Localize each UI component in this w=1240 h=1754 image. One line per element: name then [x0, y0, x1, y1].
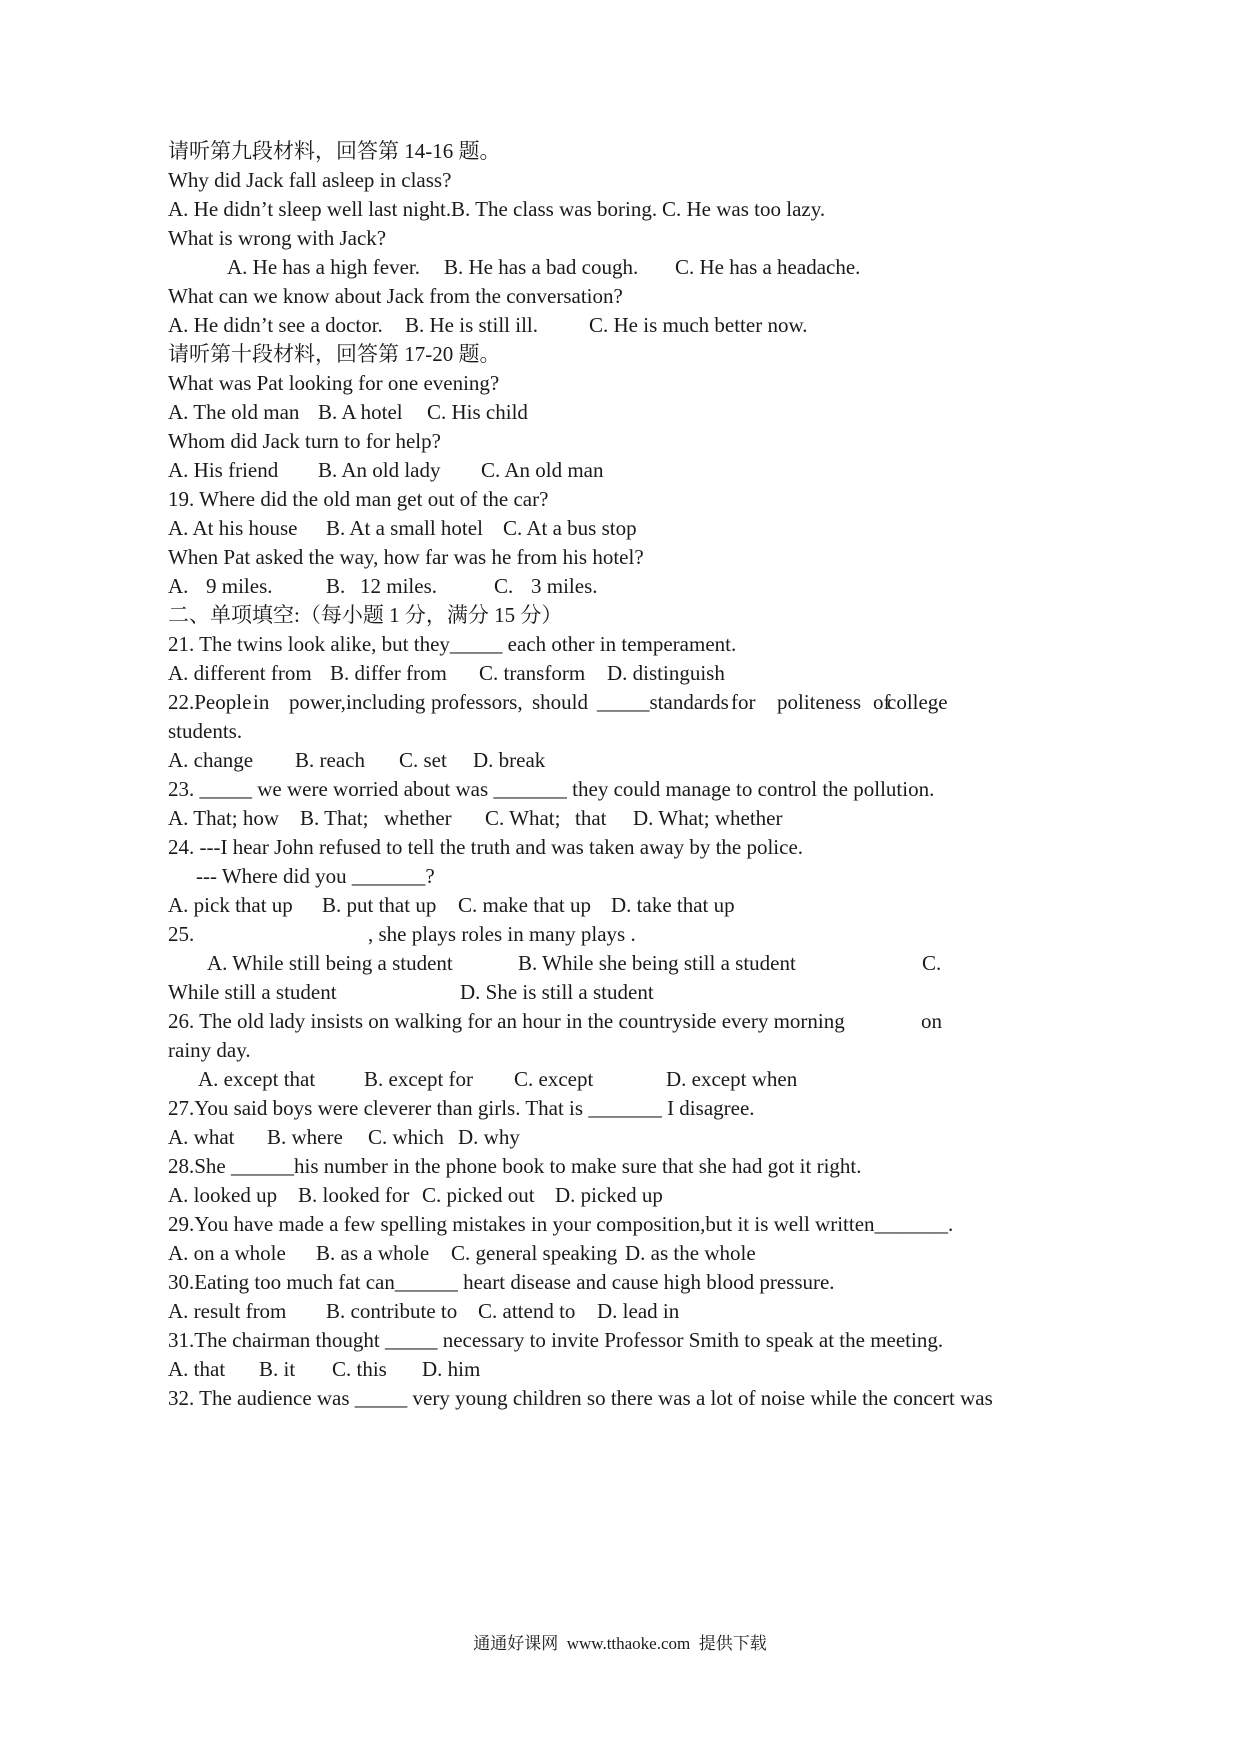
text-segment: D. break — [473, 748, 546, 772]
text-segment: A. looked up — [168, 1183, 278, 1207]
text-segment: --- Where did you _______? — [196, 864, 435, 888]
text-segment: 请听第九段材料，回答第 14-16 题。 — [168, 139, 501, 163]
text-segment: 24. ---I hear John refused to tell the truth and was taken away by the police. — [168, 835, 804, 859]
text-line — [0, 1036, 1240, 1064]
text-segment: , she plays roles in many plays . — [368, 922, 636, 946]
text-segment: politeness — [777, 690, 861, 714]
text-segment: B. reach — [295, 748, 365, 772]
text-segment: Whom did Jack turn to for help? — [168, 429, 441, 453]
text-line — [0, 1007, 1240, 1035]
text-line — [0, 137, 1240, 165]
text-line — [0, 746, 1240, 774]
text-segment: should — [532, 690, 589, 714]
text-segment: A. on a whole — [168, 1241, 286, 1265]
text-line — [0, 485, 1240, 513]
text-line — [0, 1123, 1240, 1151]
text-segment: 9 miles. — [206, 574, 273, 598]
text-line — [0, 630, 1240, 658]
text-segment: A. — [168, 574, 189, 598]
text-line — [0, 1065, 1240, 1093]
text-segment: A. He didn’t see a doctor. — [168, 313, 383, 337]
text-line — [0, 166, 1240, 194]
text-segment: 12 miles. — [360, 574, 437, 598]
text-segment: D. as the whole — [625, 1241, 756, 1265]
text-line — [0, 543, 1240, 571]
text-segment: _____standards — [597, 690, 729, 714]
text-segment: A. He has a high fever. — [227, 255, 421, 279]
text-line — [0, 311, 1240, 339]
text-segment: C. He is much better now. — [589, 313, 808, 337]
text-segment: C. His child — [427, 400, 528, 424]
text-segment: on — [921, 1009, 942, 1033]
text-segment: 31.The chairman thought _____ necessary to invite Professor Smith to speak at the meeting. — [168, 1328, 944, 1352]
text-segment: C. set — [399, 748, 447, 772]
text-segment: C. general speaking — [451, 1241, 618, 1265]
text-segment: A. The old man — [168, 400, 300, 424]
text-line — [0, 804, 1240, 832]
text-line — [0, 1355, 1240, 1383]
text-segment: 请听第十段材料，回答第 17-20 题。 — [168, 342, 501, 366]
text-line — [0, 1239, 1240, 1267]
text-segment: D. take that up — [611, 893, 735, 917]
text-segment: D. What; whether — [633, 806, 783, 830]
text-segment: power, — [289, 690, 346, 714]
text-segment: 二、单项填空:（每小题 1 分，满分 15 分） — [168, 603, 563, 627]
text-segment: D. picked up — [555, 1183, 663, 1207]
text-segment: B. it — [259, 1357, 296, 1381]
text-segment: A. change — [168, 748, 254, 772]
text-segment: B. — [326, 574, 346, 598]
text-segment: A. different from — [168, 661, 312, 685]
text-segment: C. What; — [485, 806, 561, 830]
text-segment: B. contribute to — [326, 1299, 458, 1323]
text-segment: whether — [384, 806, 452, 830]
text-segment: A. His friend — [168, 458, 279, 482]
text-segment: for — [731, 690, 756, 714]
text-segment: C. which — [368, 1125, 444, 1149]
text-segment: 25. — [168, 922, 195, 946]
text-segment: 26. The old lady insists on walking for an hour in the countryside every morning — [168, 1009, 845, 1033]
text-segment: B. looked for — [298, 1183, 410, 1207]
text-segment: D. lead in — [597, 1299, 680, 1323]
text-segment: What was Pat looking for one evening? — [168, 371, 500, 395]
text-segment: 23. _____ we were worried about was _______ they could manage to control the pollution. — [168, 777, 935, 801]
text-segment: C. make that up — [458, 893, 591, 917]
text-segment: What can we know about Jack from the conversation? — [168, 284, 623, 308]
text-segment: A. He didn’t sleep well last night. — [168, 197, 452, 221]
text-segment: While still a student — [168, 980, 337, 1004]
text-line — [0, 1326, 1240, 1354]
text-segment: B. While she being still a student — [518, 951, 796, 975]
text-line — [0, 514, 1240, 542]
text-segment: B. A hotel — [318, 400, 403, 424]
page-footer: 通通好课网 www.tthaoke.com 提供下载 — [473, 1634, 767, 1653]
text-segment: 27.You said boys were cleverer than girls. That is _______ I disagree. — [168, 1096, 755, 1120]
text-line — [0, 891, 1240, 919]
text-line — [0, 253, 1240, 281]
text-segment: D. distinguish — [607, 661, 725, 685]
text-line — [0, 340, 1240, 368]
text-segment: 32. The audience was _____ very young children so there was a lot of noise while the concert was — [168, 1386, 993, 1410]
text-line — [0, 456, 1240, 484]
text-line — [0, 775, 1240, 803]
text-segment: including — [346, 690, 426, 714]
text-line — [0, 949, 1240, 977]
text-segment: B. At a small hotel — [326, 516, 483, 540]
text-segment: 29.You have made a few spelling mistakes in your composition,but it is well written_______. — [168, 1212, 954, 1236]
text-segment: A. That; how — [168, 806, 280, 830]
text-segment: C. An old man — [481, 458, 604, 482]
text-line — [0, 978, 1240, 1006]
text-line — [0, 398, 1240, 426]
text-segment: B. He has a bad cough. — [444, 255, 639, 279]
text-segment: A. except that — [198, 1067, 316, 1091]
text-segment: C. transform — [479, 661, 586, 685]
text-segment: C. At a bus stop — [503, 516, 637, 540]
text-line — [0, 659, 1240, 687]
text-line — [0, 195, 1240, 223]
text-segment: A. what — [168, 1125, 235, 1149]
text-line — [0, 1094, 1240, 1122]
text-segment: 22.People — [168, 690, 252, 714]
text-segment: 28.She ______his number in the phone book to make sure that she had got it right. — [168, 1154, 862, 1178]
text-segment: C. picked out — [422, 1183, 535, 1207]
text-segment: B. where — [267, 1125, 343, 1149]
text-line — [0, 1268, 1240, 1296]
text-line — [0, 862, 1240, 890]
text-segment: D. him — [422, 1357, 481, 1381]
text-segment: of — [873, 690, 891, 714]
text-line — [0, 427, 1240, 455]
text-segment: 3 miles. — [531, 574, 598, 598]
text-segment: C. — [922, 951, 942, 975]
text-segment: B. differ from — [330, 661, 447, 685]
text-line — [0, 1152, 1240, 1180]
text-segment: D. why — [458, 1125, 520, 1149]
text-line — [0, 920, 1240, 948]
text-segment: What is wrong with Jack? — [168, 226, 387, 250]
text-line — [0, 572, 1240, 600]
text-line — [0, 1181, 1240, 1209]
text-segment: 21. The twins look alike, but they_____ each other in temperament. — [168, 632, 737, 656]
text-segment: professors, — [431, 690, 523, 714]
text-segment: A. that — [168, 1357, 226, 1381]
text-segment: 19. Where did the old man get out of the car? — [168, 487, 549, 511]
text-line — [0, 1384, 1240, 1412]
text-segment: D. She is still a student — [460, 980, 654, 1004]
text-segment: rainy day. — [168, 1038, 251, 1062]
text-segment: that — [575, 806, 607, 830]
text-line — [0, 601, 1240, 629]
text-segment: in — [253, 690, 270, 714]
text-line — [0, 688, 1240, 716]
text-line — [0, 224, 1240, 252]
text-segment: A. pick that up — [168, 893, 293, 917]
text-segment: B. An old lady — [318, 458, 441, 482]
text-segment: A. At his house — [168, 516, 298, 540]
text-segment: C. — [494, 574, 514, 598]
text-segment: B. He is still ill. — [405, 313, 539, 337]
text-segment: students. — [168, 719, 243, 743]
text-segment: A. result from — [168, 1299, 287, 1323]
text-segment: college — [887, 690, 948, 714]
text-segment: D. except when — [666, 1067, 798, 1091]
text-segment: C. He has a headache. — [675, 255, 861, 279]
text-segment: 30.Eating too much fat can______ heart disease and cause high blood pressure. — [168, 1270, 835, 1294]
text-segment: C. this — [332, 1357, 387, 1381]
text-segment: C. He was too lazy. — [662, 197, 826, 221]
text-segment: C. except — [514, 1067, 594, 1091]
text-segment: When Pat asked the way, how far was he from his hotel? — [168, 545, 644, 569]
text-line — [0, 717, 1240, 745]
text-segment: B. That; — [300, 806, 369, 830]
text-line — [0, 833, 1240, 861]
text-segment: B. as a whole — [316, 1241, 430, 1265]
text-line — [0, 369, 1240, 397]
text-segment: C. attend to — [478, 1299, 576, 1323]
text-segment: B. The class was boring. — [451, 197, 658, 221]
text-segment: B. except for — [364, 1067, 474, 1091]
text-line — [0, 1210, 1240, 1238]
text-line — [0, 1297, 1240, 1325]
text-line — [0, 282, 1240, 310]
text-segment: A. While still being a student — [207, 951, 453, 975]
text-segment: Why did Jack fall asleep in class? — [168, 168, 452, 192]
text-segment: B. put that up — [322, 893, 437, 917]
